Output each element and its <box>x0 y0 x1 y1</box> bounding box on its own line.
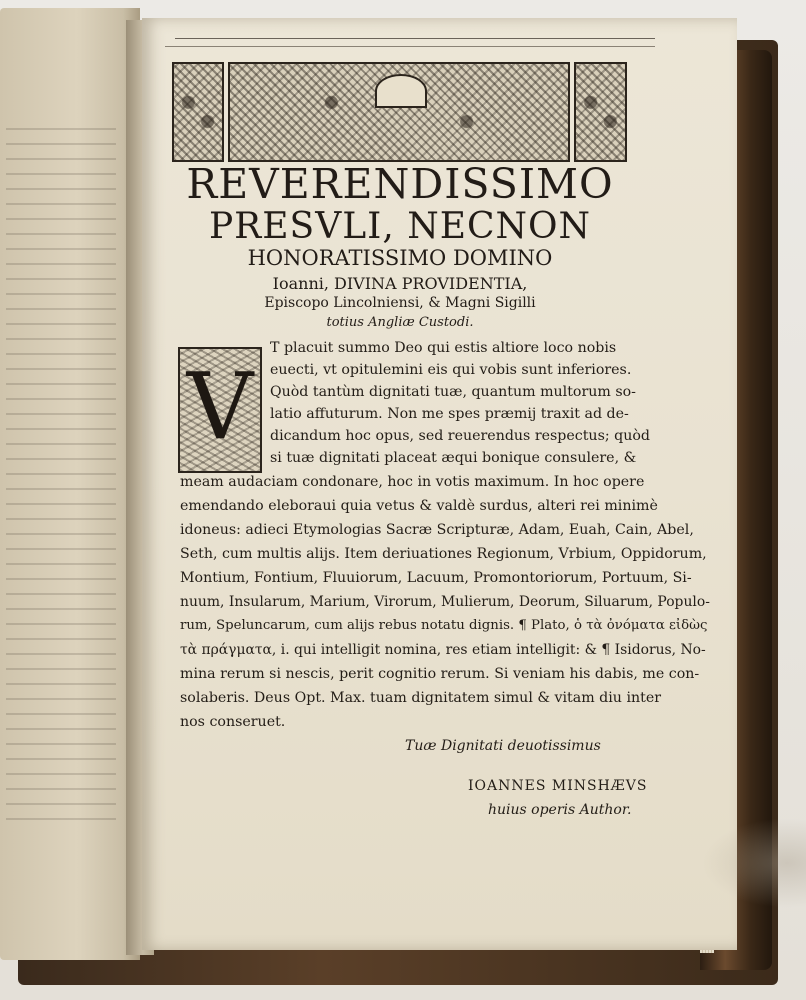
ornamental-headpiece <box>172 62 627 162</box>
body-line: Quòd tantùm dignitati tuæ, quantum multorum so- <box>270 384 636 400</box>
body-line: nuum, Insularum, Marium, Virorum, Mulierum, Deorum, Siluarum, Populo- <box>180 594 710 610</box>
body-line: meam audaciam condonare, hoc in votis maximum. In hoc opere <box>180 474 645 490</box>
body-line: rum, Speluncarum, cum alijs rebus notatu dignis. ¶ Plato, ὁ τὰ ὀνόματα εἰδὼς <box>180 618 708 633</box>
heading-line-4: Ioanni, DIVINA PROVIDENTIA, <box>272 274 528 293</box>
body-line: T placuit summo Deo qui estis altiore loco nobis <box>270 340 617 356</box>
body-line: τὰ πράγματα, i. qui intelligit nomina, res etiam intelligit: & ¶ Isidorus, No- <box>180 642 706 658</box>
body-line: latio affuturum. Non me spes præmij traxit ad de- <box>270 406 629 422</box>
body-line: mina rerum si nescis, perit cognitio rerum. Si veniam his dabis, me con- <box>180 666 700 682</box>
top-rule <box>175 38 655 39</box>
headpiece-thistle-panel <box>574 62 627 162</box>
headpiece-sun-emblem <box>375 74 427 108</box>
signature-role: huius operis Author. <box>488 802 632 818</box>
headpiece-central-panel <box>228 62 570 162</box>
heading-line-6: totius Angliæ Custodi. <box>326 315 474 330</box>
heading-line-3: HONORATISSIMO DOMINO <box>247 246 553 270</box>
body-line: idoneus: adieci Etymologias Sacræ Scripturæ, Adam, Euah, Cain, Abel, <box>180 522 694 538</box>
body-line: solaberis. Deus Opt. Max. tuam dignitatem simul & vitam diu inter <box>180 690 662 706</box>
heading-line-1: REVERENDISSIMO <box>186 160 614 208</box>
body-line: si tuæ dignitati placeat æqui bonique consulere, & <box>270 450 637 466</box>
initial-letter: V <box>186 353 254 460</box>
body-line: emendando eleboraui quia vetus & valdè surdus, alteri rei minimè <box>180 498 658 514</box>
heading-line-5: Episcopo Lincolniensi, & Magni Sigilli <box>264 295 536 311</box>
signature-closing: Tuæ Dignitati deuotissimus <box>405 738 601 754</box>
signature-name: IOANNES MINSHÆVS <box>468 778 648 794</box>
paper-stain <box>702 818 806 908</box>
body-line: euecti, vt opitulemini eis qui vobis sunt inferiores. <box>270 362 632 378</box>
body-line: Montium, Fontium, Fluuiorum, Lacuum, Promontoriorum, Portuum, Si- <box>180 570 692 586</box>
headpiece-rose-panel <box>172 62 224 162</box>
left-page <box>0 8 140 960</box>
body-line: nos conseruet. <box>180 714 286 730</box>
decorated-initial <box>178 347 262 473</box>
left-page-faint-text <box>6 128 116 828</box>
body-line: Seth, cum multis alijs. Item deriuationes Regionum, Vrbium, Oppidorum, <box>180 546 707 562</box>
body-line: dicandum hoc opus, sed reuerendus respectus; quòd <box>270 428 650 444</box>
top-rule-secondary <box>165 46 655 47</box>
heading-line-2: PRESVLI, NECNON <box>208 206 592 247</box>
